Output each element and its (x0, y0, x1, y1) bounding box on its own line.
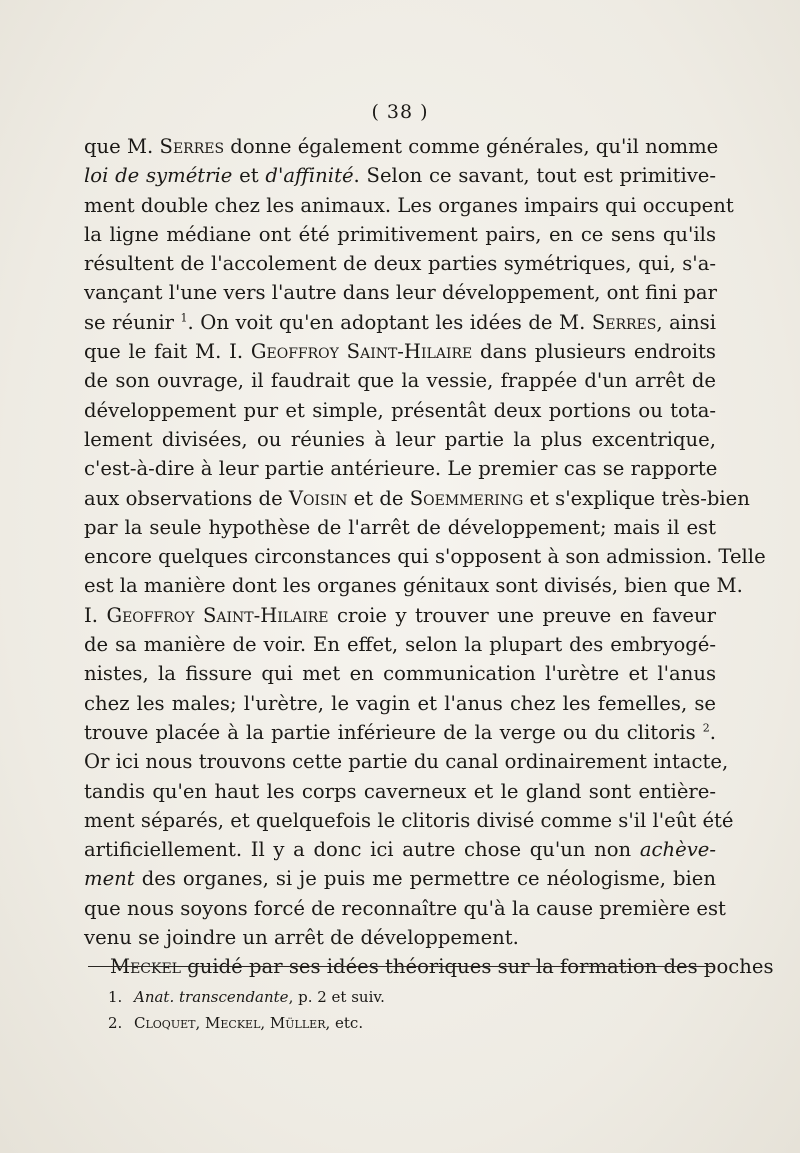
text-run: c'est-à-dire à leur partie antérieure. Le premier cas se rapporte (84, 457, 718, 481)
text-run: par la seule hypothèse de l'arrêt de développement; mais il est (84, 515, 716, 539)
text-run: vançant l'une vers l'autre dans leur développement, ont fini par (84, 281, 717, 305)
text-run: et s'explique très-bien (523, 486, 750, 510)
text-run: ment double chez les animaux. Les organes impairs qui occupent (84, 193, 734, 217)
text-line (84, 132, 719, 161)
text-line (84, 513, 716, 542)
footnote-text: , etc. (325, 1014, 364, 1032)
text-run: venu se joindre un arrêt de développement. (84, 926, 519, 950)
text-run: et de (347, 486, 410, 510)
text-run: développement pur et simple, présentât deux portions ou tota- (84, 398, 716, 422)
footnote-text: Meckel (205, 1014, 261, 1032)
text-run: aux observations de (84, 486, 289, 510)
text-run: des organes, si je puis me permettre ce néologisme, bien (134, 867, 716, 891)
text-run: lement divisées, ou réunies à leur partie la plus excentrique, (84, 427, 716, 451)
text-line (84, 571, 743, 600)
text-run: et (232, 164, 266, 188)
text-run: Serres (159, 135, 225, 158)
footnote-reference: 2 (702, 721, 710, 735)
footnote (108, 984, 608, 1010)
text-run: que nous soyons forcé de reconnaître qu'à la cause première est (84, 896, 726, 920)
text-line (84, 659, 716, 688)
text-run: guidé par ses idées théoriques sur la formation des poches (180, 955, 774, 979)
text-run: trouve placée à la partie inférieure de la verge ou du clitoris (84, 720, 703, 744)
text-line (84, 601, 716, 630)
footnote-number: 1. (108, 988, 123, 1006)
text-run: de sa manière de voir. En effet, selon la plupart des embryogé- (84, 633, 716, 657)
footnotes (108, 984, 608, 1036)
text-line (84, 806, 734, 835)
text-line (84, 454, 716, 483)
footnote-text: , (195, 1014, 206, 1032)
text-run: Geoffroy Saint-Hilaire (250, 340, 473, 364)
text-line (84, 337, 716, 366)
text-run: , ainsi (656, 310, 716, 334)
text-line (84, 278, 716, 307)
text-line (84, 894, 726, 923)
text-run: dans plusieurs endroits (472, 340, 716, 364)
footnote-number: 2. (108, 1014, 123, 1032)
text-line (84, 864, 716, 893)
text-run: Meckel (110, 955, 181, 979)
text-run: I. (84, 603, 107, 627)
text-line (84, 689, 716, 718)
text-run: de son ouvrage, il faudrait que la vessie, frappée d'un arrêt de (84, 369, 716, 393)
text-run: . (709, 720, 716, 744)
text-run: encore quelques circonstances qui s'opposent à son admission. Telle (84, 545, 766, 569)
text-line (84, 777, 716, 806)
footnote (108, 1010, 608, 1036)
text-run: Voisin (288, 486, 348, 510)
footnote-text: Cloquet (134, 1014, 196, 1032)
text-line (84, 542, 766, 571)
text-line (84, 249, 716, 278)
text-run: résultent de l'accolement de deux parties symétriques, qui, s'a- (84, 252, 716, 276)
text-run: . Selon ce savant, tout est primitive- (353, 164, 716, 188)
text-run: chez les males; l'urètre, le vagin et l'anus chez les femelles, se (84, 691, 716, 715)
text-run: achève- (639, 838, 716, 862)
text-run: que le fait M. I. (84, 340, 251, 364)
text-run: d'affinité (265, 164, 354, 188)
text-run: donne également comme générales, qu'il nomme (224, 135, 719, 158)
text-line (84, 308, 716, 337)
text-line (84, 396, 716, 425)
text-run: tandis qu'en haut les corps caverneux et le gland sont entière- (84, 779, 716, 803)
footnote-reference: 1 (180, 311, 188, 325)
text-line (84, 484, 750, 513)
text-line (84, 630, 716, 659)
footnote-text: , (260, 1014, 270, 1032)
text-line (84, 923, 716, 952)
text-run: Or ici nous trouvons cette partie du canal ordinairement intacte, (84, 750, 729, 774)
text-run: . On voit qu'en adoptant les idées de M. (187, 310, 592, 334)
text-run: croie y trouver une preuve en faveur (328, 603, 716, 627)
text-run: Geoffroy Saint-Hilaire (106, 603, 329, 627)
text-line (84, 366, 716, 395)
text-run: est la manière dont les organes génitaux sont divisés, bien que M. (84, 574, 743, 598)
text-run: se réunir (84, 310, 181, 334)
text-run: nistes, la fissure qui met en communication l'urètre et l'anus (84, 662, 716, 686)
footnote-text: Anat. transcendante (134, 988, 289, 1006)
footnote-text: Müller (269, 1014, 326, 1032)
body-text (84, 132, 774, 982)
text-line (84, 425, 716, 454)
text-run: Serres (591, 310, 657, 334)
text-run: ment séparés, et quelquefois le clitoris divisé comme s'il l'eût été (84, 808, 734, 832)
text-run: que M. (84, 135, 160, 158)
text-line (84, 747, 729, 776)
footnote-rule (88, 966, 714, 967)
page-number: ( 38 ) (371, 101, 429, 123)
text-line (84, 161, 716, 190)
text-line (84, 835, 716, 864)
text-line (84, 718, 716, 747)
text-line (84, 191, 734, 220)
text-line (84, 220, 716, 249)
text-run: artificiellement. Il y a donc ici autre chose qu'un non (84, 838, 640, 862)
text-run: la ligne médiane ont été primitivement pairs, en ce sens qu'ils (84, 222, 716, 246)
text-run: loi de symétrie (84, 164, 233, 188)
footnote-text: , p. 2 et suiv. (288, 988, 385, 1006)
text-run: Soemmering (409, 486, 524, 510)
text-run: ment (84, 867, 135, 891)
